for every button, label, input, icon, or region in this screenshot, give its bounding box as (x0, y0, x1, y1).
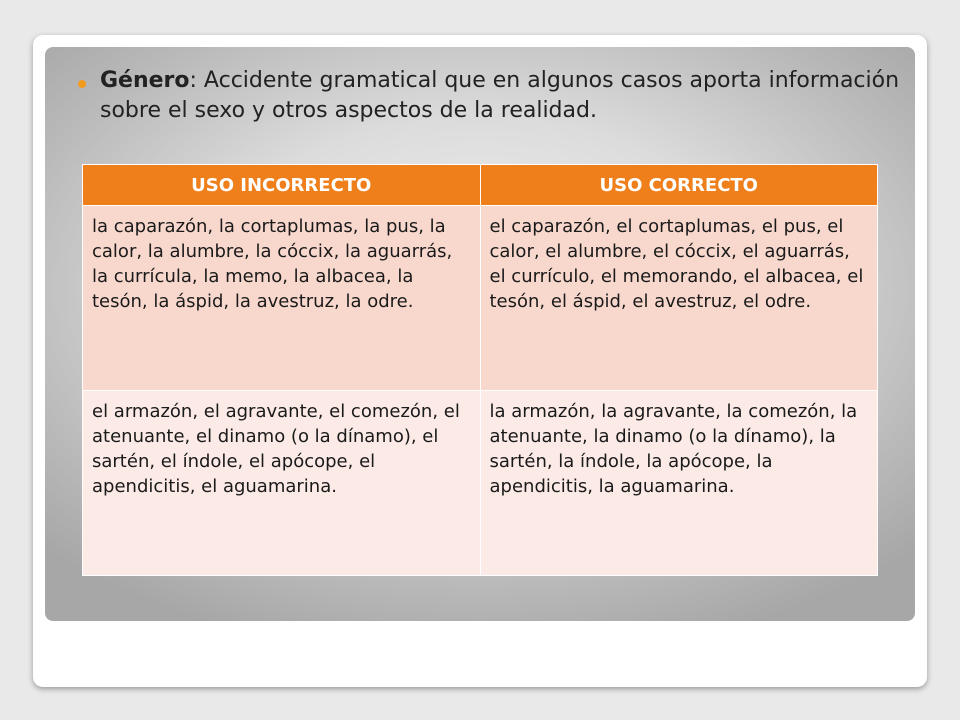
usage-table (82, 164, 878, 576)
bullet-dot-icon (78, 80, 86, 88)
table-header-row (83, 165, 878, 206)
header-correct-usage: USO CORRECTO (480, 165, 878, 206)
table-row (83, 206, 878, 391)
incorrect-usage-cell: la caparazón, la cortaplumas, la pus, la calor, la alumbre, la cóccix, la aguarrás, la currícula, la memo, la albacea, la tesón, la áspid, la avestruz, la odre. (83, 206, 481, 391)
definition-paragraph (100, 66, 910, 126)
table-row (83, 391, 878, 576)
term-genero: Género (100, 68, 190, 93)
term-definition: : Accidente gramatical que en algunos casos aporta información sobre el sexo y otros aspectos de la realidad. (100, 68, 900, 123)
correct-usage-cell: el caparazón, el cortaplumas, el pus, el calor, el alumbre, el cóccix, el aguarrás, el currículo, el memorando, el albacea, el tesón, el áspid, el avestruz, el odre. (480, 206, 878, 391)
incorrect-usage-cell: el armazón, el agravante, el comezón, el atenuante, el dinamo (o la dínamo), el sartén, el índole, el apócope, el apendicitis, el aguamarina. (83, 391, 481, 576)
correct-usage-cell: la armazón, la agravante, la comezón, la atenuante, la dinamo (o la dínamo), la sartén, la índole, la apócope, la apendicitis, la aguamarina. (480, 391, 878, 576)
header-incorrect-usage: USO INCORRECTO (83, 165, 481, 206)
